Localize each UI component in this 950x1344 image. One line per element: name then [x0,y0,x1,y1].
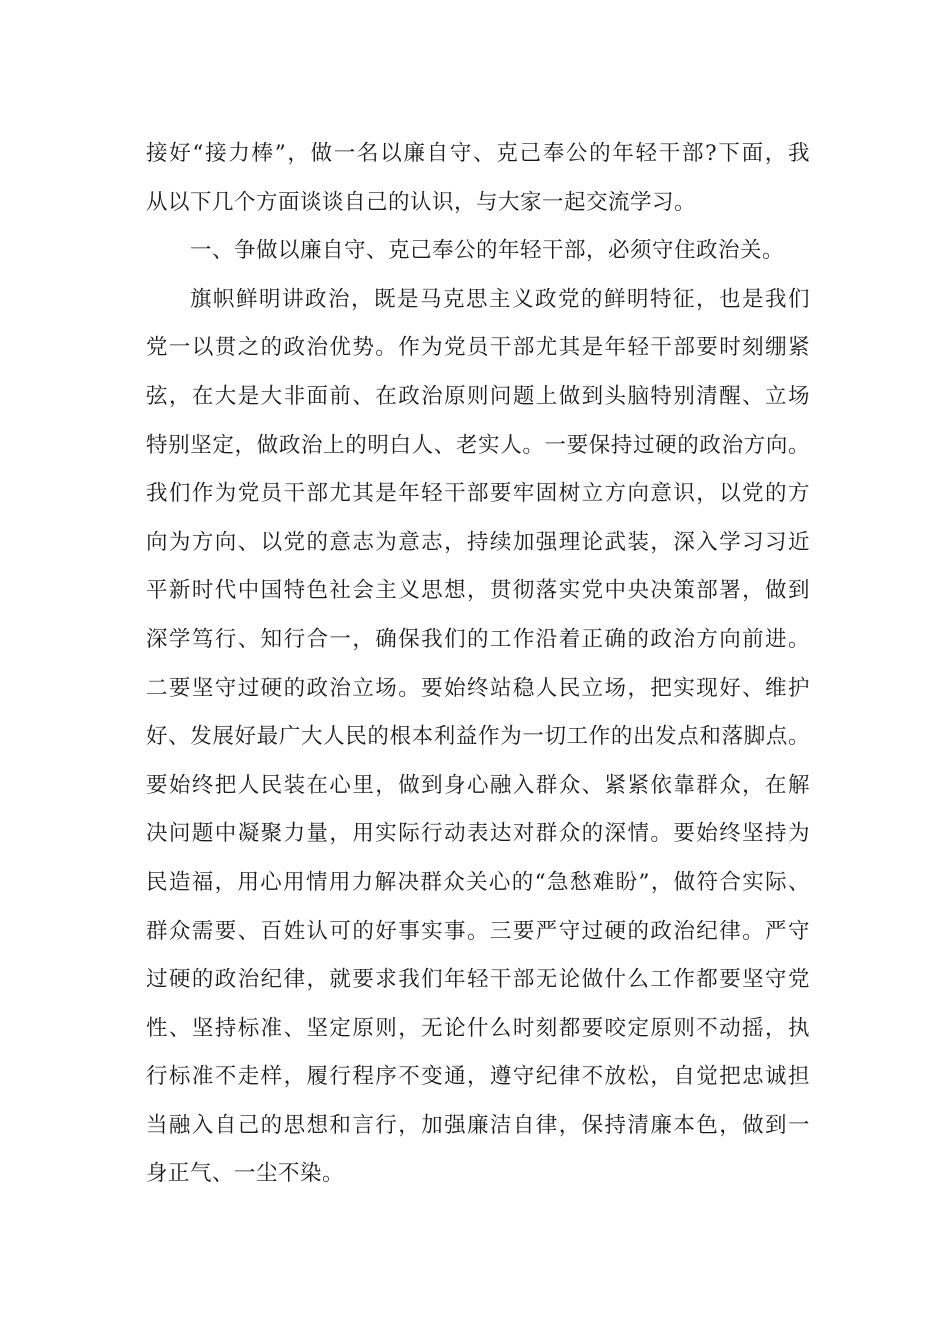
text-line: 群众需要、百姓认可的好事实事。三要严守过硬的政治纪律。严守 [146,918,810,944]
text-line: 身正气、一尘不染。 [146,1161,345,1187]
text-line: 我们作为党员干部尤其是年轻干部要牢固树立方向意识，以党的方 [146,481,810,507]
text-line: 当融入自己的思想和言行，加强廉洁自律，保持清廉本色，做到一 [146,1112,810,1138]
text-line: 从以下几个方面谈谈自己的认识，与大家一起交流学习。 [146,189,697,215]
text-line: 行标准不走样，履行程序不变通，遵守纪律不放松，自觉把忠诚担 [146,1064,810,1090]
text-line: 平新时代中国特色社会主义思想，贯彻落实党中央决策部署，做到 [146,578,810,604]
section-heading: 一、争做以廉自守、克己奉公的年轻干部，必须守住政治关。 [190,238,785,264]
text-line: 二要坚守过硬的政治立场。要始终站稳人民立场，把实现好、维护 [146,675,810,701]
text-line: 向为方向、以党的意志为意志，持续加强理论武装，深入学习习近 [146,529,810,555]
paragraph-first-line: 旗帜鲜明讲政治，既是马克思主义政党的鲜明特征，也是我们 [190,286,810,312]
text-line: 过硬的政治纪律，就要求我们年轻干部无论做什么工作都要坚守党 [146,967,810,993]
text-line: 特别坚定，做政治上的明白人、老实人。一要保持过硬的政治方向。 [146,432,810,458]
text-line: 接好“接力棒”，做一名以廉自守、克己奉公的年轻干部?下面，我 [146,141,810,166]
text-line: 要始终把人民装在心里，做到身心融入群众、紧紧依靠群众，在解 [146,772,810,798]
text-line: 深学笃行、知行合一，确保我们的工作沿着正确的政治方向前进。 [146,626,810,652]
text-line: 弦，在大是大非面前、在政治原则问题上做到头脑特别清醒、立场 [146,383,810,409]
text-line: 好、发展好最广大人民的根本利益作为一切工作的出发点和落脚点。 [146,724,810,750]
text-line: 民造福，用心用情用力解决群众关心的“急愁难盼”，做符合实际、 [146,869,810,895]
text-line: 决问题中凝聚力量，用实际行动表达对群众的深情。要始终坚持为 [146,821,810,847]
text-line: 党一以贯之的政治优势。作为党员干部尤其是年轻干部要时刻绷紧 [146,335,810,361]
document-body [146,130,810,1199]
text-line: 性、坚持标准、坚定原则，无论什么时刻都要咬定原则不动摇，执 [146,1015,810,1041]
